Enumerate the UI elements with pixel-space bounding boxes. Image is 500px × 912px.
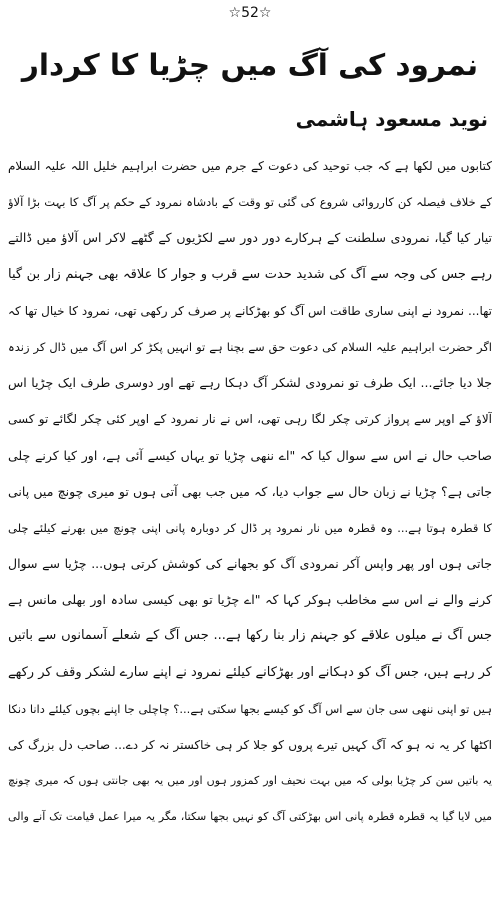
body-line: ہیں تو اپنی ننھی سی جان سے اس آگ کو کیسے بجھا سکتی ہے...؟ چاچلی جا اپنے بچوں کیلئے دانا دنکا bbox=[8, 701, 492, 716]
body-line: آلاؤ کے اوپر سے پرواز کرتی چکر لگا رہی تھی، اس نے نار نمرود کے اوپر کئی چکر لگائے تو کسی bbox=[8, 412, 492, 427]
body-line: جلا دیا جائے... ایک طرف تو نمرودی لشکر آگ دہکا رہے تھے اور دوسری طرف ایک چڑیا اس bbox=[8, 375, 492, 391]
article-body bbox=[8, 148, 492, 836]
body-line: جاتی ہے؟ چڑیا نے زبان حال سے جواب دیا، کہ میں جب بھی آتی ہوں تو میری چونچ میں پانی bbox=[8, 483, 492, 499]
body-line: کتابوں میں لکھا ہے کہ جب توحید کی دعوت کے جرم میں حضرت ابراہیم خلیل اللہ علیہ السلام bbox=[8, 159, 492, 173]
article-title: نمرود کی آگ میں چڑیا کا کردار bbox=[21, 48, 479, 82]
body-line: تھا... نمرود نے اپنی ساری طاقت اس آگ کو بھڑکانے پر صرف کر رکھی تھی، نمرود کا خیال تھا کہ bbox=[8, 303, 492, 318]
body-line: جاتی ہوں اور پھر واپس آکر نمرودی آگ کو بجھانے کی کوشش کرتی ہوں... چڑیا سے سوال bbox=[8, 556, 492, 572]
body-line: رہے جس کی وجہ سے آگ کی شدید حدت سے قرب و جوار کا علاقہ بھی جہنم زار بن گیا bbox=[8, 266, 492, 282]
body-line: کر رہے ہیں، جس آگ کو دہکانے اور بھڑکانے کیلئے نمرود نے اپنے سارے لشکر وقف کر رکھے bbox=[8, 664, 492, 680]
body-line: اگر حضرت ابراہیم علیہ السلام کی دعوت حق سے بچنا ہے تو انہیں پکڑ کر اس آگ میں ڈال کر زندہ bbox=[8, 339, 492, 354]
body-line: صاحب حال نے اس سے سوال کیا کہ "اے ننھی چڑیا تو یہاں کیسے آئی ہے، اور کیا کرنے چلی bbox=[8, 447, 492, 463]
body-line: اکٹھا کر یہ نہ ہو کہ آگ کہیں تیرے پروں کو جلا کر ہی خاکستر نہ کر دے... صاحب دل بزرگ کی bbox=[8, 738, 492, 752]
body-line: جس آگ نے میلوں علاقے کو جہنم زار بنا رکھا ہے... جس آگ کے شعلے آسمانوں سے باتیں bbox=[8, 628, 492, 644]
page-number: ☆52☆ bbox=[228, 5, 272, 21]
body-line: تیار کیا گیا، نمرودی سلطنت کے ہرکارے دور دور سے لکڑیوں کے گٹھے لاکر اس آلاؤ میں ڈالتے bbox=[8, 230, 492, 246]
author-byline: نوید مسعود ہاشمی bbox=[295, 107, 488, 131]
body-line: یہ باتیں سن کر چڑیا بولی کہ میں بہت نحیف اور کمزور ہوں اور میں یہ بھی جانتی ہوں کہ میری چونچ bbox=[8, 774, 492, 788]
body-line: میں لایا گیا یہ قطرہ قطرہ پانی اس بھڑکتی آگ کو نہیں بجھا سکتا، مگر یہ میرا عمل قیامت تک آنے والی bbox=[8, 810, 492, 824]
body-line: کرنے والے نے اس سے مخاطب ہوکر کہا کہ "اے چڑیا تو بھی کیسی سادہ اور بھلی مانس ہے bbox=[8, 592, 492, 608]
body-line: کا قطرہ ہوتا ہے... وہ قطرہ میں نار نمرود پر ڈال کر دوبارہ پانی اپنی چونچ میں بھرنے کیلئے چلی bbox=[8, 520, 492, 535]
body-line: کے خلاف فیصلہ کن کارروائی شروع کی گئی تو وقت کے بادشاہ نمرود کے حکم پر آگ کا بہت بڑا آلاؤ bbox=[8, 195, 492, 210]
